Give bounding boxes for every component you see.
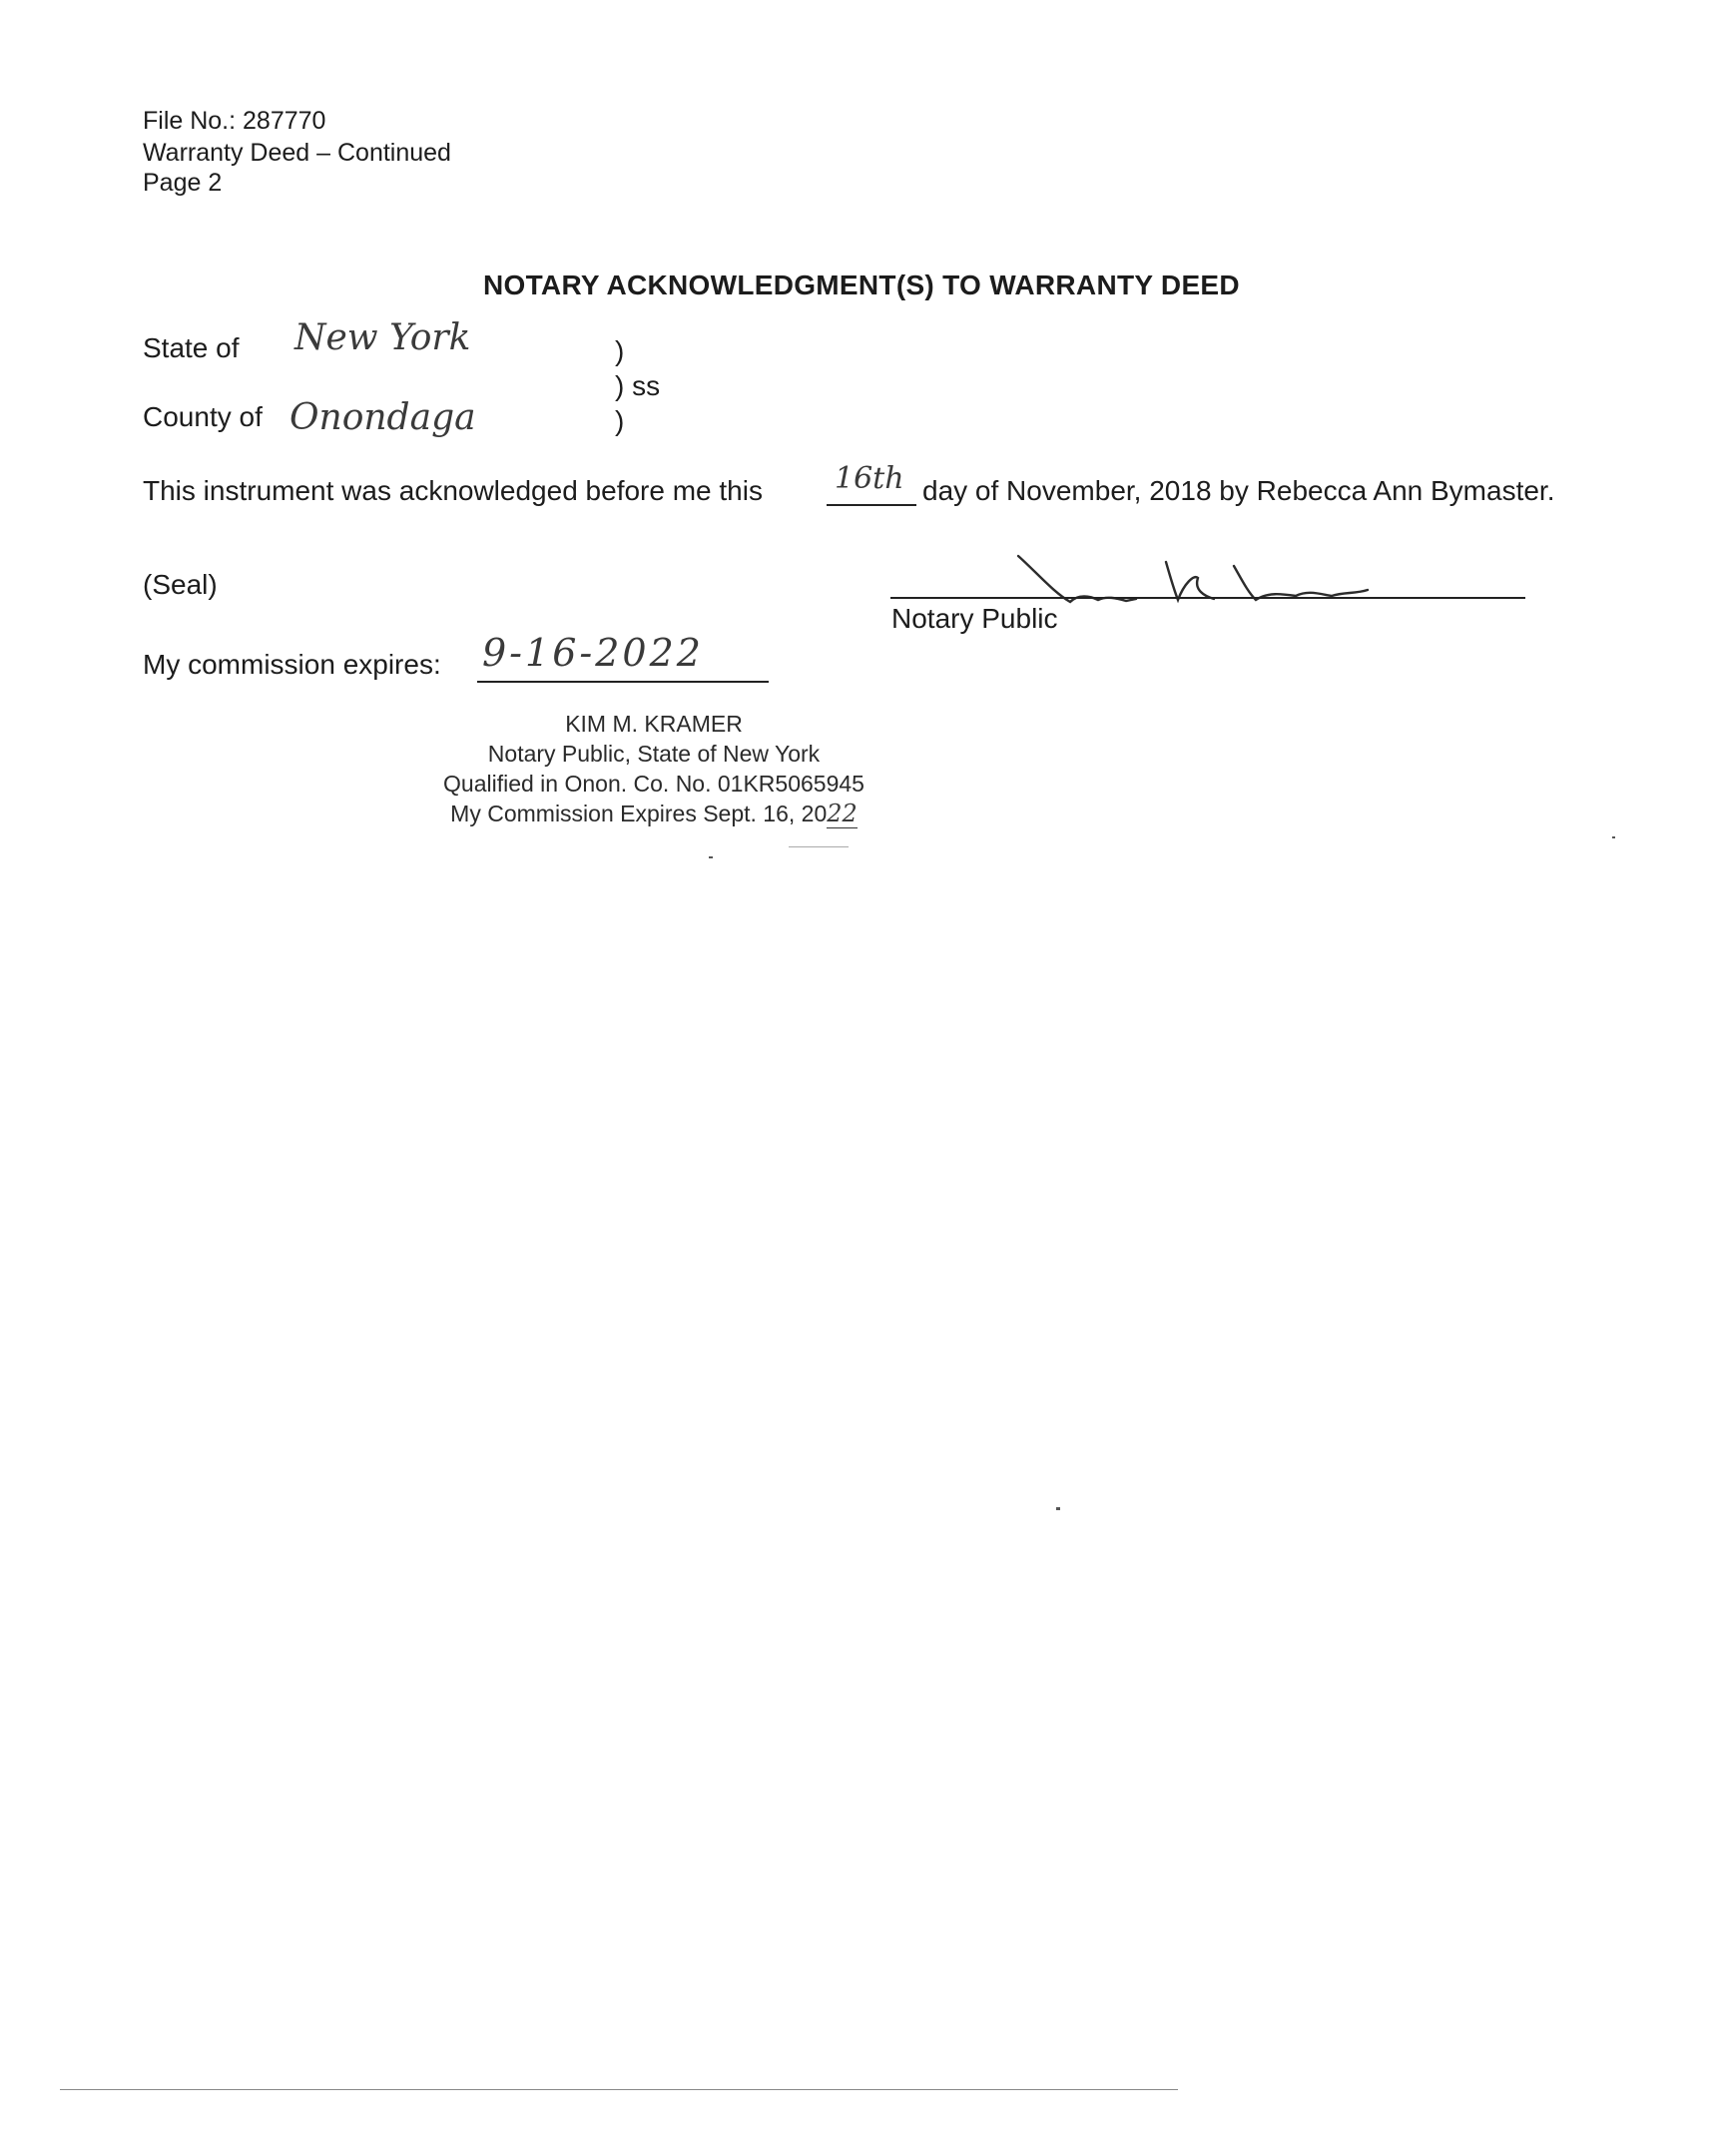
notary-public-label: Notary Public [891,603,1058,634]
day-handwritten-value: 16th [835,461,904,496]
state-label: State of [143,332,240,363]
document-subtitle: Warranty Deed – Continued [143,139,451,167]
scan-speck [709,856,713,858]
county-handwritten-value: Onondaga [289,397,476,438]
stamp-line-qualified: Qualified in Onon. Co. No. 01KR5065945 [443,771,864,797]
scan-speck [1612,836,1615,838]
acknowledgment-prefix: This instrument was acknowledged before me this [143,475,763,506]
seal-label: (Seal) [143,569,218,600]
scan-speck [1056,1507,1060,1510]
signature-line [890,597,1525,599]
day-blank-line [827,504,916,506]
venue-ss: ) ss [615,370,661,401]
acknowledgment-suffix: day of November, 2018 by Rebecca Ann Bymaster. [922,475,1555,506]
stamp-name: KIM M. KRAMER [565,711,743,737]
notary-stamp [304,709,1003,828]
commission-label: My commission expires: [143,649,441,680]
stamp-year-handwritten: 22 [827,800,858,827]
county-label: County of [143,401,263,432]
venue-paren-bottom: ) [615,405,625,436]
venue-paren-top: ) [615,335,625,366]
notary-signature [998,544,1428,614]
state-handwritten-value: New York [294,317,471,358]
page-number: Page 2 [143,169,223,197]
commission-line [477,681,769,683]
commission-handwritten-date: 9-16-2022 [482,631,704,675]
file-number: File No.: 287770 [143,107,326,135]
scan-speck [789,846,849,847]
scan-edge-line [60,2089,1178,2090]
page-title: NOTARY ACKNOWLEDGMENT(S) TO WARRANTY DEED [483,270,1240,300]
stamp-line-commission: Notary Public, State of New York [487,741,821,767]
stamp-line-expires: My Commission Expires Sept. 16, 2022 [450,800,858,827]
